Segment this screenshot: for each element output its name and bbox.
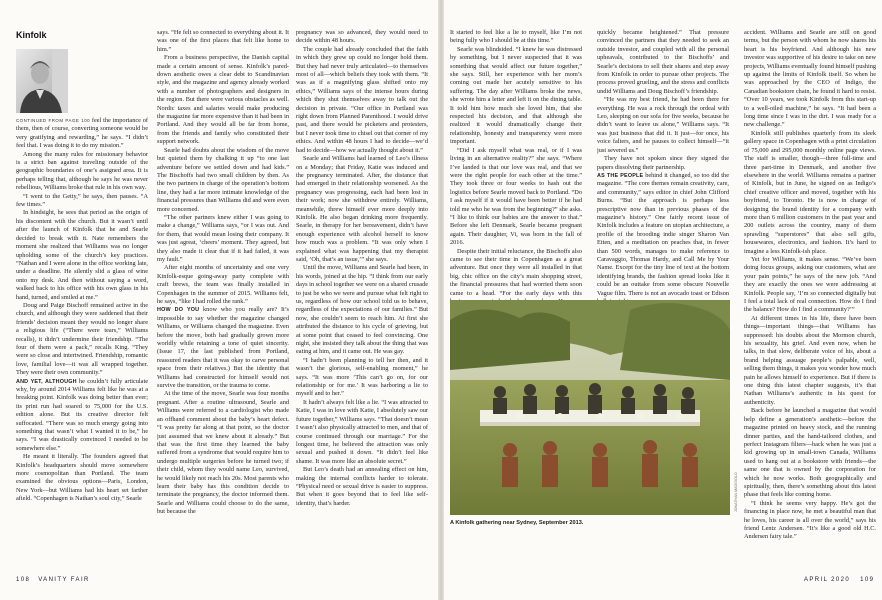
- portrait-image: [16, 49, 68, 113]
- portrait-photo: [16, 49, 68, 113]
- gathering-image: [450, 300, 730, 515]
- photo-caption: [450, 520, 730, 527]
- section-lead: AS THE PEOPLE: [597, 172, 644, 179]
- column-3-p2: Searle and Williams had learned of Leo’s illness on a Monday; that Friday, Katie was induced and the pregnancy terminated. After, the distance that had emerged in their relationship worsened. As the pregnancy was progressing, each had been lost in their work; now she withdrew entirely. Williams, meanwhile, threw himself ever more deeply into Kinfolk. He also began drinking more frequently. Searle, in therapy for her bereavement, didn’t have enough experience with alcohol herself to know how much was a problem. “It was only when I explained what was happening that my therapist said, ‘Oh, that’s an issue,’” she says.: [296, 155, 428, 263]
- left-folio: [16, 577, 90, 583]
- column-2-p0: says. “He felt so connected to everything about it. It was one of the first places that felt like home to him.”: [157, 29, 289, 53]
- column-4-p3: Despite their initial reluctance, the Bischoffs also came to see their time in Copenhagen as a great adventure. But once they were all installed in that big, chic office on the city’s main shopping street, the financial pressures that had worried them soon came to a head. “For the early days with this: [450, 247, 582, 297]
- column-6-p4: Back before he launched a magazine that would help define a generation’s aesthetic—before the magazine printed on heavy stock, and the running dinner parties, and the hand-tailored clothes, and perfect Instagram filters—back when he was just a kid growing up in small-town Canada, Williams used to hang out at a bookstore with friends—the same one that is owned by the corporation for which he now works. Both geographically and spiritually, then, there’s something about this latest phase that feels like coming home.: [744, 407, 876, 499]
- column-4-p0: It started to feel like a lie to myself, like I’m not being fully who I should be at this time.”: [450, 29, 582, 45]
- column-3-p5: It hadn’t always felt like a lie. “I was attracted to Katie, I was in love with Katie, I absolutely saw our future together,” Williams says. “That doesn’t mean I wasn’t also physically attracted to men, and that of course continued through our marriage.” For the longest time, he believed the attraction was only sexual and pushed it down. “It didn’t feel like shame. It was more like an absolute secret.”: [296, 398, 428, 465]
- column-6-p2: Yet for Williams, it makes sense. “We’ve been doing focus groups, asking our customers, what are your pain points,” he says of the new job. “And they are exactly the ones we were addressing at Kinfolk. People say, ‘I’m so connected digitally but I feel a total lack of real connection. How do I find the balance? How do I find a community?’”: [744, 255, 876, 314]
- column-4-p1: Searle was blindsided. “I knew he was distressed by something, but I never suspected that it was something that would affect our future together,” she says. Still, her experience with her mom’s coming out made her acutely sensitive to his suffering. The day after Williams broke the news, she wrote him a letter and left it on the dining table. It told him how much she loved him, that she respected his decision, and that although she realized it would dramatically change their relationship, honesty and transparency were more important.: [450, 45, 582, 146]
- right-folio: [804, 577, 874, 583]
- column-2-p2: Searle had doubts about the wisdom of the move but quieted them by chalking it up “to one last adventure before we settled down and had kids.” The Bischoffs had two small children by then. As the two partners in charge of the operation’s bottom line, they had a far more intimate knowledge of the financial pressures than Williams did and were even more concerned.: [157, 146, 289, 213]
- column-6-p0: accident. Williams and Searle are still on good terms, but the person with whom he now shares his heart is his boyfriend. And although his new investor was supportive of his desire to take on new projects, Williams eventually found himself pushing up against the limits of Kinfolk itself. So when he was approached by the CEO of Indigo, the Canadian bookstore chain, he found it hard to resist. “Over 10 years, we took Kinfolk from this start-up to a well-oiled machine,” he says. “It had been a long time since I was in the dirt. I was ready for a new challenge.”: [744, 29, 876, 129]
- column-6-p5: “I think he seems very happy. He’s got the financing in place now, he met a beautiful man that he loves, his career is all over the world,” says his friend Lentz Andersen. “It’s like a good old H.C. Andersen fairy tale.”: [744, 499, 876, 541]
- column-5-p2: They have not spoken since they signed the papers dissolving their partnership.: [597, 155, 729, 171]
- gathering-photo: [450, 300, 730, 515]
- column-5-p1: “He was my best friend, he had been there for everything. He was a rock through the ordeal with Leo, sleeping on our sofa for five weeks, because he didn’t want to leave us alone,” Williams says. “It was just business that did it. It just—for once, his voice falters, and he pauses to collect himself—“it just severed us.”: [597, 96, 729, 154]
- right-page: [444, 0, 882, 600]
- column-1-p0: CONTINUED FROM PAGE 100 feel the importance of them, then of course, converting someone would be very gratifying and rewarding,” he says. “I didn’t feel that. I was doing it to do my mission.”: [16, 117, 148, 150]
- column-3-p0: pregnancy was so advanced, they would need to decide within 48 hours.: [296, 29, 428, 45]
- issue-date: APRIL 2020: [804, 577, 851, 583]
- column-3-p1: The couple had already concluded that the faith in which they grew up could no longer hold them. But they had never truly articulated—to themselves most of all—which beliefs they took with them. “It was as if a magnifying glass shifted onto my ethics,” Williams says of the intense hours during which they shut themselves away to talk out the decision in private. “Our office in Portland was right down from Planned Parenthood. I would drive past, and there would be picketers and protesters, but I never took time to chisel out that corner of my ethics. And within 48 hours I had to decide—we’d had to decide—how we actually thought about it.”: [296, 45, 428, 154]
- left-page-number: 108: [16, 577, 31, 583]
- column-1-p3: In hindsight, he sees that period as the origin of his discontent with the church. But it wasn’t until after the launch of Kinfolk that he and Searle decided to break with it. Nate remembers the moment she realized that Williams was no longer upholding some of the church’s key practices. “Nathan and I were alone in the office working late, under a deadline. He silently slid a glass of wine onto my desk. And then without saying a word, walked back to his office with his own glass in his hand, turned, and smiled at me.”: [16, 209, 148, 301]
- column-2: [157, 29, 289, 574]
- section-lead: HOW DO YOU: [157, 307, 200, 314]
- column-1-p6: He meant it literally. The founders agreed that Kinfolk’s headquarters should move somewhere more cosmopolitan than Portland. The team examined the obvious options—Paris, London, New York—but Williams had his heart set farther afield. “Copenhagen is Nathan’s soul city,” Searle: [16, 453, 148, 503]
- column-3-p6: But Leo’s death had an annealing effect on him, making the internal conflicts harder to tolerate. “Physical need or sexual drive is easier to suppress. But when it goes beyond that to feel like self-identity, that’s harder.: [296, 466, 428, 507]
- column-3-p4: “I hadn’t been planning to tell her then, and it wasn’t the glorious, self-enabling moment,” he says. “It was more ‘This can’t go on, for our relationship or for me.’ It was harboring a lie to myself and to her.”: [296, 356, 428, 398]
- column-4-p2: “Did I ask myself what was real, or if I was living in an alternative reality?” she says. “Where I’ve landed is that our love was real, and that we were the right people for each other at the time.” They took three or four weeks to hash out the logistics before Searle moved back to Portland. “Do I ask myself if it would have been better if he had told me who he was from the beginning?” she asks. “I like to think our babies are the answer to that.” Before she left Denmark, Searle became pregnant again. Their daughter, Vi, was born in the fall of 2016.: [450, 146, 582, 247]
- column-2-p4: After eight months of uncertainty and one very Kinfolk-esque going-away party complete with craft brews, the team was finally installed in Copenhagen in the summer of 2015. Williams felt, he says, “like I had rolled the rank.”: [157, 264, 289, 305]
- column-1-p1: Among the many rules for missionary behavior is a strict ban against traveling outside of the geographic boundaries of one’s assigned area. It is perhaps telling that, although he says he was never rebellious, Williams broke that rule in his own way.: [16, 150, 148, 192]
- column-1-p5: AND YET, ALTHOUGH he couldn’t fully articulate why, by around 2014 Williams felt like he was at a breaking point. Kinfolk was doing better than ever; its print run had soared to 75,000 for the U.S. edition alone. But its creative director felt suffocated. “There was so much energy going into something that wasn’t what I wanted it to be,” he says. “I was drastically convinced I needed to be somewhere else.”: [16, 377, 148, 452]
- column-1-p2: “I went to the Getty,” he says, then pauses. “A few times.”: [16, 192, 148, 209]
- column-3-p3: Until the move, Williams and Searle had been, in his words, joined at the hip. “I think from our early days in school together we were on a shared crusade to just be who we were and pursue what felt right to us, regardless of how our school told us to behave, regardless of the expectations of our families.” But now, she couldn’t seem to reach him. At first she attributed the distance to his cycle of grieving, but at some point that ceased to feel convincing. One night, she insisted they talk about the thing that was eating at him, and it came out. He was gay.: [296, 264, 428, 356]
- column-2-p1: From a business perspective, the Danish capital made a certain amount of sense. Kinfolk’s pared-down aesthetic owes a clear debt to Scandinavian style, and the magazine and agency already worked with a number of photographers and designers in the region. But there were various obstacles as well. Nordic taxes and salaries would make producing the magazine far more expensive than it had been in Portland. And they would all be far from home, from the friends and family who constituted their support network.: [157, 54, 289, 146]
- column-3: [296, 29, 428, 574]
- column-6-p1: Kinfolk still publishes quarterly from its sleek gallery space in Copenhagen with a print circulation of 75,000 and 295,000 monthly online page views. The staff is smaller, though—three full-time and three part-time in Denmark, and another five elsewhere in the world. Williams remains a partner of Kinfolk, but in June, he signed on as Indigo’s chief creative officer and moved, together with his boyfriend, to Toronto. He is now in charge of designing the brand identity for a company with more than 6 million customers in the past year and 200 outlets across the country, many of them sprawling “superstores” that also sell gifts, housewares, electronics, and fashion. It’s hard to imagine a less Kinfolk-ish place.: [744, 129, 876, 255]
- column-6: [744, 29, 876, 574]
- left-page: [0, 0, 438, 600]
- right-page-number: 109: [860, 577, 875, 583]
- column-2-p6: At the time of the move, Searle was four months pregnant. After a routine ultrasound, Searle and Williams were referred to a cardiologist who made an offhand comment about the baby’s heart defect. “I was pretty far along at that point, so the doctor just assumed that we knew about it already.” But that was the first time they learned the baby suffered from a syndrome that would require him to undergo multiple surgeries before he turned two; if their child, whom they would name Leo, survived, he would likely not reach his 20s. Most parents who learn their baby has this condition decide to terminate the pregnancy, the doctor informed them. Searle and Williams could choose to do the same, but because the: [157, 390, 289, 516]
- column-1: [16, 117, 148, 574]
- continued-label: CONTINUED FROM PAGE 100: [16, 118, 91, 123]
- photo-credit: JONATHAN MAGGIOLO: [734, 472, 738, 512]
- section-rubric: Kinfolk: [16, 30, 47, 40]
- column-5-p3: AS THE PEOPLE behind it changed, so too did the magazine. “The core themes remain creativity, care, and community,” says editor in chief John Clifford Burns. “But the approach is perhaps less prescriptive now than in previous phases of the magazine’s history.” One fairly recent issue of Kinfolk includes a feature on utopian architecture, a profile of the brooding indie singer Sharon Van Etten, and a meditation on peaches that, in fewer than 500 words, manages to make reference to Caravaggio, Thomas Hardy, and Call Me by Your Name. Except for the tiny line of text at the bottom identifying brands, the fashion spread looks like it could be an outtake from some obscure Nouvelle Vague film. There is not an avocado toast or Edison: [597, 171, 729, 297]
- section-lead: AND YET, ALTHOUGH: [16, 378, 77, 385]
- column-1-p4: Doug and Paige Bischoff remained active in the church, and although they were saddened that their friends’ decision meant they would no longer share a religious life (“There were tears,” Williams recalls), it didn’t undermine their friendship. “The four of them were a pack,” recalls King. “They were so close and intertwined. Friendship, romantic love, familial love—it was all wrapped together. They were their own community.”: [16, 301, 148, 377]
- column-5-p0: quickly became heightened.” That pressure convinced the partners that they needed to seek an outside investor, and coupled with all the personal upheavals, contributed to the Bischoffs’ and Searle’s decisions to sell their shares and step away from Kinfolk in order to pursue other projects. The process proved grueling, and the stress and conflicts undid Williams and Doug Bischoff’s friendship.: [597, 29, 729, 95]
- magazine-name: VANITY FAIR: [38, 577, 90, 583]
- caption-text: A Kinfolk gathering near Sydney, September 2013.: [450, 520, 584, 526]
- column-2-p3: “The other partners knew either I was going to make a change,” Williams says, “or I was out. And for them, that would mean losing their company. It was just agreat, ‘cheers’ moment. They agreed, but they also made it clear that if it had failed, it was my fault.”: [157, 213, 289, 263]
- column-6-p3: At different times in his life, there have been things—important things—that Williams has suppressed: his doubts about the Mormon church, his sexuality, his grief. And even now, when he talks, in that slow, deliberate voice of his, about a brand helping assuage people’s palpable, well, selling them things, it makes you wonder how much pain he allows himself to experience. But if there is one thing this latest chapter suggests, it’s that Nathan Williams’s authentic in his quest for authenticity.: [744, 314, 876, 406]
- column-2-p5: HOW DO YOU know who you really are? It’s impossible to say whether the magazine changed Williams, or Williams changed the magazine. Even before the move, both had gradually grown more worldly while retaining a tone of quiet sincerity. (Issue 17, the last published from Portland, reassured readers that it was okay to carve personal space from their relatives.) But the identity that Williams had constructed for himself would not survive the transition, or the trauma to come.: [157, 306, 289, 390]
